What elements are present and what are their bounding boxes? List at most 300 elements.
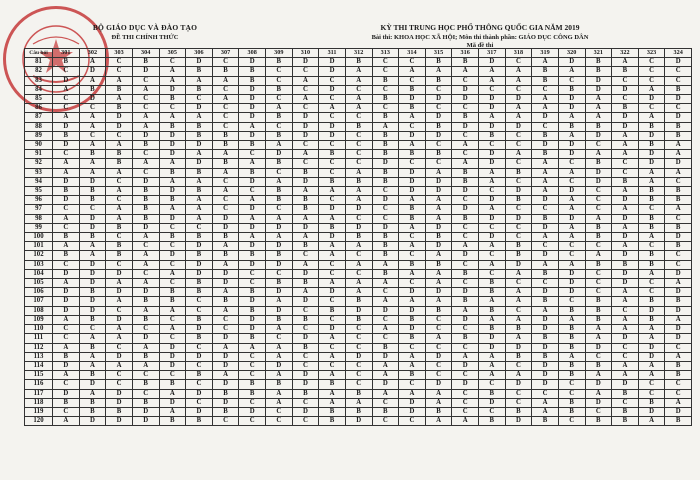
answer-cell: C	[292, 141, 319, 150]
answer-cell: A	[292, 233, 319, 242]
answer-cell: A	[425, 269, 452, 278]
answer-cell: B	[239, 380, 266, 389]
answer-cell: C	[505, 306, 532, 315]
answer-cell: A	[372, 361, 399, 370]
question-number: 116	[25, 380, 53, 389]
answer-cell: D	[479, 196, 506, 205]
answer-cell: D	[399, 306, 426, 315]
exam-code-header: 308	[239, 49, 266, 58]
answer-cell: B	[558, 334, 585, 343]
answer-cell: A	[372, 297, 399, 306]
table-row	[25, 150, 692, 159]
answer-cell: B	[558, 306, 585, 315]
answer-cell: D	[665, 269, 692, 278]
answer-cell: C	[159, 242, 186, 251]
answer-cell: A	[665, 205, 692, 214]
answer-cell: A	[132, 233, 159, 242]
answer-cell: C	[665, 389, 692, 398]
answer-cell: B	[479, 279, 506, 288]
answer-cell: D	[665, 325, 692, 334]
answer-cell: B	[159, 297, 186, 306]
answer-cell: D	[425, 242, 452, 251]
answer-cell: B	[212, 297, 239, 306]
answer-cell: C	[319, 95, 346, 104]
answer-cell: D	[212, 214, 239, 223]
answer-cell: A	[399, 389, 426, 398]
answer-cell: D	[79, 269, 106, 278]
corner-cell: Câu hỏi	[25, 49, 53, 58]
answer-cell: A	[79, 251, 106, 260]
answer-cell: A	[53, 113, 80, 122]
answer-cell: B	[53, 398, 80, 407]
answer-cell: C	[79, 325, 106, 334]
answer-cell: B	[532, 297, 559, 306]
answer-cell: B	[53, 58, 80, 67]
answer-cell: C	[558, 297, 585, 306]
answer-cell: A	[53, 159, 80, 168]
answer-cell: D	[239, 223, 266, 232]
answer-cell: D	[239, 242, 266, 251]
answer-cell: D	[106, 417, 133, 426]
answer-cell: A	[79, 334, 106, 343]
answer-cell: A	[345, 168, 372, 177]
question-number: 93	[25, 168, 53, 177]
answer-cell: D	[479, 159, 506, 168]
answer-cell: C	[399, 58, 426, 67]
answer-cell: D	[186, 389, 213, 398]
answer-cell: A	[159, 306, 186, 315]
answer-cell: D	[372, 352, 399, 361]
answer-cell: A	[585, 334, 612, 343]
answer-cell: B	[319, 417, 346, 426]
answer-cell: A	[665, 168, 692, 177]
answer-cell: D	[399, 131, 426, 140]
answer-cell: C	[186, 343, 213, 352]
answer-cell: A	[558, 113, 585, 122]
answer-cell: B	[399, 104, 426, 113]
answer-cell: D	[53, 177, 80, 186]
answer-cell: A	[239, 233, 266, 242]
answer-cell: B	[159, 168, 186, 177]
answer-cell: C	[159, 260, 186, 269]
answer-cell: D	[638, 306, 665, 315]
answer-cell: D	[372, 196, 399, 205]
answer-cell: A	[479, 67, 506, 76]
question-number: 115	[25, 371, 53, 380]
answer-cell: A	[79, 122, 106, 131]
answer-cell: B	[532, 67, 559, 76]
answer-cell: C	[292, 104, 319, 113]
answer-cell: C	[53, 380, 80, 389]
answer-cell: C	[585, 141, 612, 150]
answer-cell: B	[266, 113, 293, 122]
answer-cell: A	[266, 104, 293, 113]
answer-cell: B	[345, 233, 372, 242]
answer-cell: A	[665, 352, 692, 361]
answer-cell: C	[505, 398, 532, 407]
answer-cell: C	[425, 159, 452, 168]
table-row	[25, 269, 692, 278]
answer-cell: C	[106, 58, 133, 67]
answer-cell: D	[79, 297, 106, 306]
answer-cell: D	[79, 95, 106, 104]
answer-cell: C	[319, 297, 346, 306]
answer-cell: B	[186, 168, 213, 177]
answer-cell: C	[186, 380, 213, 389]
answer-cell: B	[425, 260, 452, 269]
answer-cell: D	[132, 67, 159, 76]
answer-cell: B	[159, 417, 186, 426]
answer-cell: D	[585, 343, 612, 352]
answer-cell: C	[239, 187, 266, 196]
answer-cell: B	[638, 297, 665, 306]
answer-cell: B	[345, 122, 372, 131]
answer-cell: B	[558, 325, 585, 334]
answer-cell: D	[505, 260, 532, 269]
answer-cell: B	[585, 159, 612, 168]
answer-cell: D	[399, 168, 426, 177]
answer-cell: C	[372, 187, 399, 196]
answer-cell: C	[212, 205, 239, 214]
answer-cell: A	[159, 159, 186, 168]
answer-cell: D	[186, 159, 213, 168]
answer-cell: B	[212, 141, 239, 150]
answer-cell: B	[186, 417, 213, 426]
answer-cell: B	[532, 352, 559, 361]
answer-cell: A	[106, 214, 133, 223]
answer-cell: D	[665, 334, 692, 343]
answer-cell: C	[239, 417, 266, 426]
answer-cell: C	[452, 325, 479, 334]
answer-cell: C	[505, 233, 532, 242]
answer-cell: D	[612, 214, 639, 223]
answer-cell: C	[505, 279, 532, 288]
answer-cell: A	[505, 104, 532, 113]
answer-cell: C	[159, 223, 186, 232]
answer-cell: C	[266, 168, 293, 177]
answer-cell: C	[53, 334, 80, 343]
answer-cell: D	[612, 113, 639, 122]
answer-cell: D	[53, 288, 80, 297]
answer-cell: C	[638, 58, 665, 67]
question-number: 90	[25, 141, 53, 150]
answer-cell: A	[425, 205, 452, 214]
answer-cell: B	[266, 279, 293, 288]
answer-cell: D	[612, 196, 639, 205]
answer-cell: B	[132, 380, 159, 389]
ministry-name: BỘ GIÁO DỤC VÀ ĐÀO TẠO	[92, 23, 198, 32]
answer-cell: C	[452, 196, 479, 205]
answer-cell: C	[665, 214, 692, 223]
exam-code-header: 321	[585, 49, 612, 58]
answer-cell: D	[266, 242, 293, 251]
answer-cell: D	[399, 288, 426, 297]
answer-cell: B	[106, 85, 133, 94]
answer-cell: C	[479, 407, 506, 416]
answer-cell: B	[452, 334, 479, 343]
answer-cell: C	[132, 389, 159, 398]
answer-cell: D	[266, 361, 293, 370]
answer-cell: D	[532, 315, 559, 324]
answer-cell: D	[53, 76, 80, 85]
answer-cell: D	[106, 315, 133, 324]
answer-cell: B	[345, 177, 372, 186]
answer-cell: B	[399, 214, 426, 223]
answer-cell: A	[425, 251, 452, 260]
answer-cell: A	[505, 76, 532, 85]
answer-cell: D	[612, 233, 639, 242]
answer-cell: C	[532, 279, 559, 288]
answer-cell: A	[558, 67, 585, 76]
answer-cell: D	[585, 131, 612, 140]
answer-cell: D	[53, 141, 80, 150]
answer-cell: A	[372, 371, 399, 380]
answer-cell: D	[452, 315, 479, 324]
table-row	[25, 159, 692, 168]
answer-cell: C	[212, 104, 239, 113]
answer-cell: D	[292, 269, 319, 278]
answer-cell: B	[106, 407, 133, 416]
answer-cell: A	[212, 242, 239, 251]
table-row	[25, 297, 692, 306]
answer-cell: B	[665, 187, 692, 196]
answer-cell: B	[239, 141, 266, 150]
answer-cell: A	[425, 168, 452, 177]
answer-cell: B	[665, 122, 692, 131]
answer-cell: B	[266, 58, 293, 67]
answer-cell: A	[612, 288, 639, 297]
answer-cell: D	[479, 233, 506, 242]
answer-cell: D	[319, 85, 346, 94]
answer-cell: D	[425, 288, 452, 297]
answer-cell: B	[612, 407, 639, 416]
answer-cell: D	[212, 361, 239, 370]
question-number: 104	[25, 269, 53, 278]
answer-cell: B	[665, 223, 692, 232]
answer-cell: B	[159, 196, 186, 205]
answer-cell: A	[345, 95, 372, 104]
answer-cell: A	[186, 214, 213, 223]
answer-cell: A	[532, 104, 559, 113]
answer-cell: C	[159, 104, 186, 113]
answer-cell: B	[319, 177, 346, 186]
answer-cell: C	[585, 187, 612, 196]
answer-cell: A	[212, 343, 239, 352]
answer-cell: B	[239, 251, 266, 260]
answer-cell: B	[132, 398, 159, 407]
table-row	[25, 95, 692, 104]
answer-cell: B	[79, 288, 106, 297]
answer-cell: A	[79, 389, 106, 398]
answer-cell: A	[53, 417, 80, 426]
answer-cell: D	[452, 251, 479, 260]
exam-code-header: 320	[558, 49, 585, 58]
answer-cell: C	[479, 380, 506, 389]
answer-cell: C	[399, 343, 426, 352]
answer-cell: A	[479, 113, 506, 122]
answer-cell: B	[585, 122, 612, 131]
answer-cell: A	[79, 361, 106, 370]
answer-cell: B	[532, 150, 559, 159]
exam-title: KỲ THI TRUNG HỌC PHỔ THÔNG QUỐC GIA NĂM 2019	[380, 23, 580, 32]
answer-cell: C	[399, 279, 426, 288]
answer-cell: B	[345, 297, 372, 306]
answer-cell: D	[266, 150, 293, 159]
answer-cell: C	[292, 85, 319, 94]
answer-cell: A	[266, 389, 293, 398]
answer-cell: D	[638, 95, 665, 104]
answer-cell: A	[532, 260, 559, 269]
answer-cell: A	[266, 371, 293, 380]
table-row	[25, 205, 692, 214]
answer-cell: B	[319, 150, 346, 159]
answer-cell: D	[239, 260, 266, 269]
answer-cell: A	[665, 150, 692, 159]
answer-cell: A	[212, 95, 239, 104]
answer-cell: A	[532, 168, 559, 177]
answer-cell: C	[345, 380, 372, 389]
answer-cell: C	[399, 251, 426, 260]
exam-code-header: 313	[372, 49, 399, 58]
answer-cell: D	[159, 150, 186, 159]
answer-cell: C	[452, 76, 479, 85]
answer-cell: B	[106, 104, 133, 113]
answer-cell: A	[585, 251, 612, 260]
answer-cell: B	[399, 150, 426, 159]
question-number: 81	[25, 58, 53, 67]
answer-cell: D	[505, 380, 532, 389]
answer-cell: C	[319, 168, 346, 177]
answer-cell: B	[425, 233, 452, 242]
answer-cell: C	[665, 251, 692, 260]
answer-cell: C	[665, 67, 692, 76]
table-row	[25, 343, 692, 352]
answer-cell: B	[558, 85, 585, 94]
answer-cell: B	[345, 407, 372, 416]
answer-cell: A	[479, 76, 506, 85]
answer-cell: A	[106, 76, 133, 85]
question-number: 105	[25, 279, 53, 288]
question-number: 82	[25, 67, 53, 76]
answer-cell: C	[266, 122, 293, 131]
answer-cell: C	[372, 315, 399, 324]
answer-cell: C	[558, 380, 585, 389]
answer-cell: A	[345, 76, 372, 85]
answer-cell: A	[558, 168, 585, 177]
answer-cell: A	[425, 214, 452, 223]
table-row	[25, 361, 692, 370]
answer-cell: C	[612, 95, 639, 104]
answer-cell: A	[292, 214, 319, 223]
answer-cell: C	[399, 122, 426, 131]
answer-cell: C	[345, 214, 372, 223]
answer-cell: C	[53, 67, 80, 76]
answer-cell: C	[292, 306, 319, 315]
answer-cell: D	[186, 242, 213, 251]
answer-cell: C	[266, 76, 293, 85]
answer-cell: B	[665, 242, 692, 251]
answer-cell: D	[452, 122, 479, 131]
answer-cell: A	[425, 334, 452, 343]
answer-cell: A	[159, 205, 186, 214]
answer-cell: B	[372, 269, 399, 278]
answer-cell: A	[425, 196, 452, 205]
answer-cell: D	[665, 233, 692, 242]
answer-cell: B	[505, 251, 532, 260]
exam-code-header: 309	[266, 49, 293, 58]
answer-cell: D	[53, 122, 80, 131]
answer-cell: D	[106, 122, 133, 131]
answer-cell: B	[372, 168, 399, 177]
answer-cell: A	[266, 177, 293, 186]
answer-cell: B	[585, 417, 612, 426]
table-row	[25, 242, 692, 251]
table-row	[25, 279, 692, 288]
answer-cell: B	[585, 315, 612, 324]
answer-cell: A	[106, 205, 133, 214]
answer-cell: A	[612, 223, 639, 232]
answer-cell: A	[345, 260, 372, 269]
exam-code-header: 306	[186, 49, 213, 58]
answer-cell: C	[452, 389, 479, 398]
answer-cell: A	[212, 150, 239, 159]
answer-cell: A	[53, 343, 80, 352]
question-number: 92	[25, 159, 53, 168]
answer-cell: C	[79, 131, 106, 140]
answer-cell: D	[665, 288, 692, 297]
answer-cell: A	[505, 269, 532, 278]
answer-cell: C	[319, 260, 346, 269]
exam-code-header: 324	[665, 49, 692, 58]
answer-cell: B	[319, 306, 346, 315]
answer-cell: D	[106, 389, 133, 398]
answer-cell: C	[479, 85, 506, 94]
question-number: 113	[25, 352, 53, 361]
answer-cell: A	[612, 187, 639, 196]
answer-cell: D	[266, 260, 293, 269]
answer-cell: A	[638, 361, 665, 370]
answer-cell: B	[266, 380, 293, 389]
answer-cell: A	[399, 113, 426, 122]
answer-cell: A	[612, 150, 639, 159]
answer-cell: D	[452, 380, 479, 389]
table-row	[25, 260, 692, 269]
answer-cell: A	[53, 168, 80, 177]
answer-cell: A	[585, 371, 612, 380]
answer-cell: A	[186, 150, 213, 159]
answer-cell: D	[638, 352, 665, 361]
answer-cell: C	[292, 352, 319, 361]
answer-cell: C	[106, 343, 133, 352]
answer-cell: B	[399, 205, 426, 214]
answer-cell: B	[425, 150, 452, 159]
answer-cell: C	[612, 76, 639, 85]
answer-cell: D	[452, 205, 479, 214]
answer-cell: C	[479, 141, 506, 150]
answer-cell: B	[239, 168, 266, 177]
table-row	[25, 389, 692, 398]
answer-cell: D	[505, 417, 532, 426]
answer-cell: B	[505, 168, 532, 177]
answer-cell: B	[186, 251, 213, 260]
answer-cell: B	[292, 205, 319, 214]
answer-cell: C	[452, 150, 479, 159]
answer-cell: A	[106, 141, 133, 150]
answer-cell: C	[612, 343, 639, 352]
answer-cell: A	[638, 417, 665, 426]
answer-cell: C	[319, 113, 346, 122]
exam-code-header: 312	[345, 49, 372, 58]
